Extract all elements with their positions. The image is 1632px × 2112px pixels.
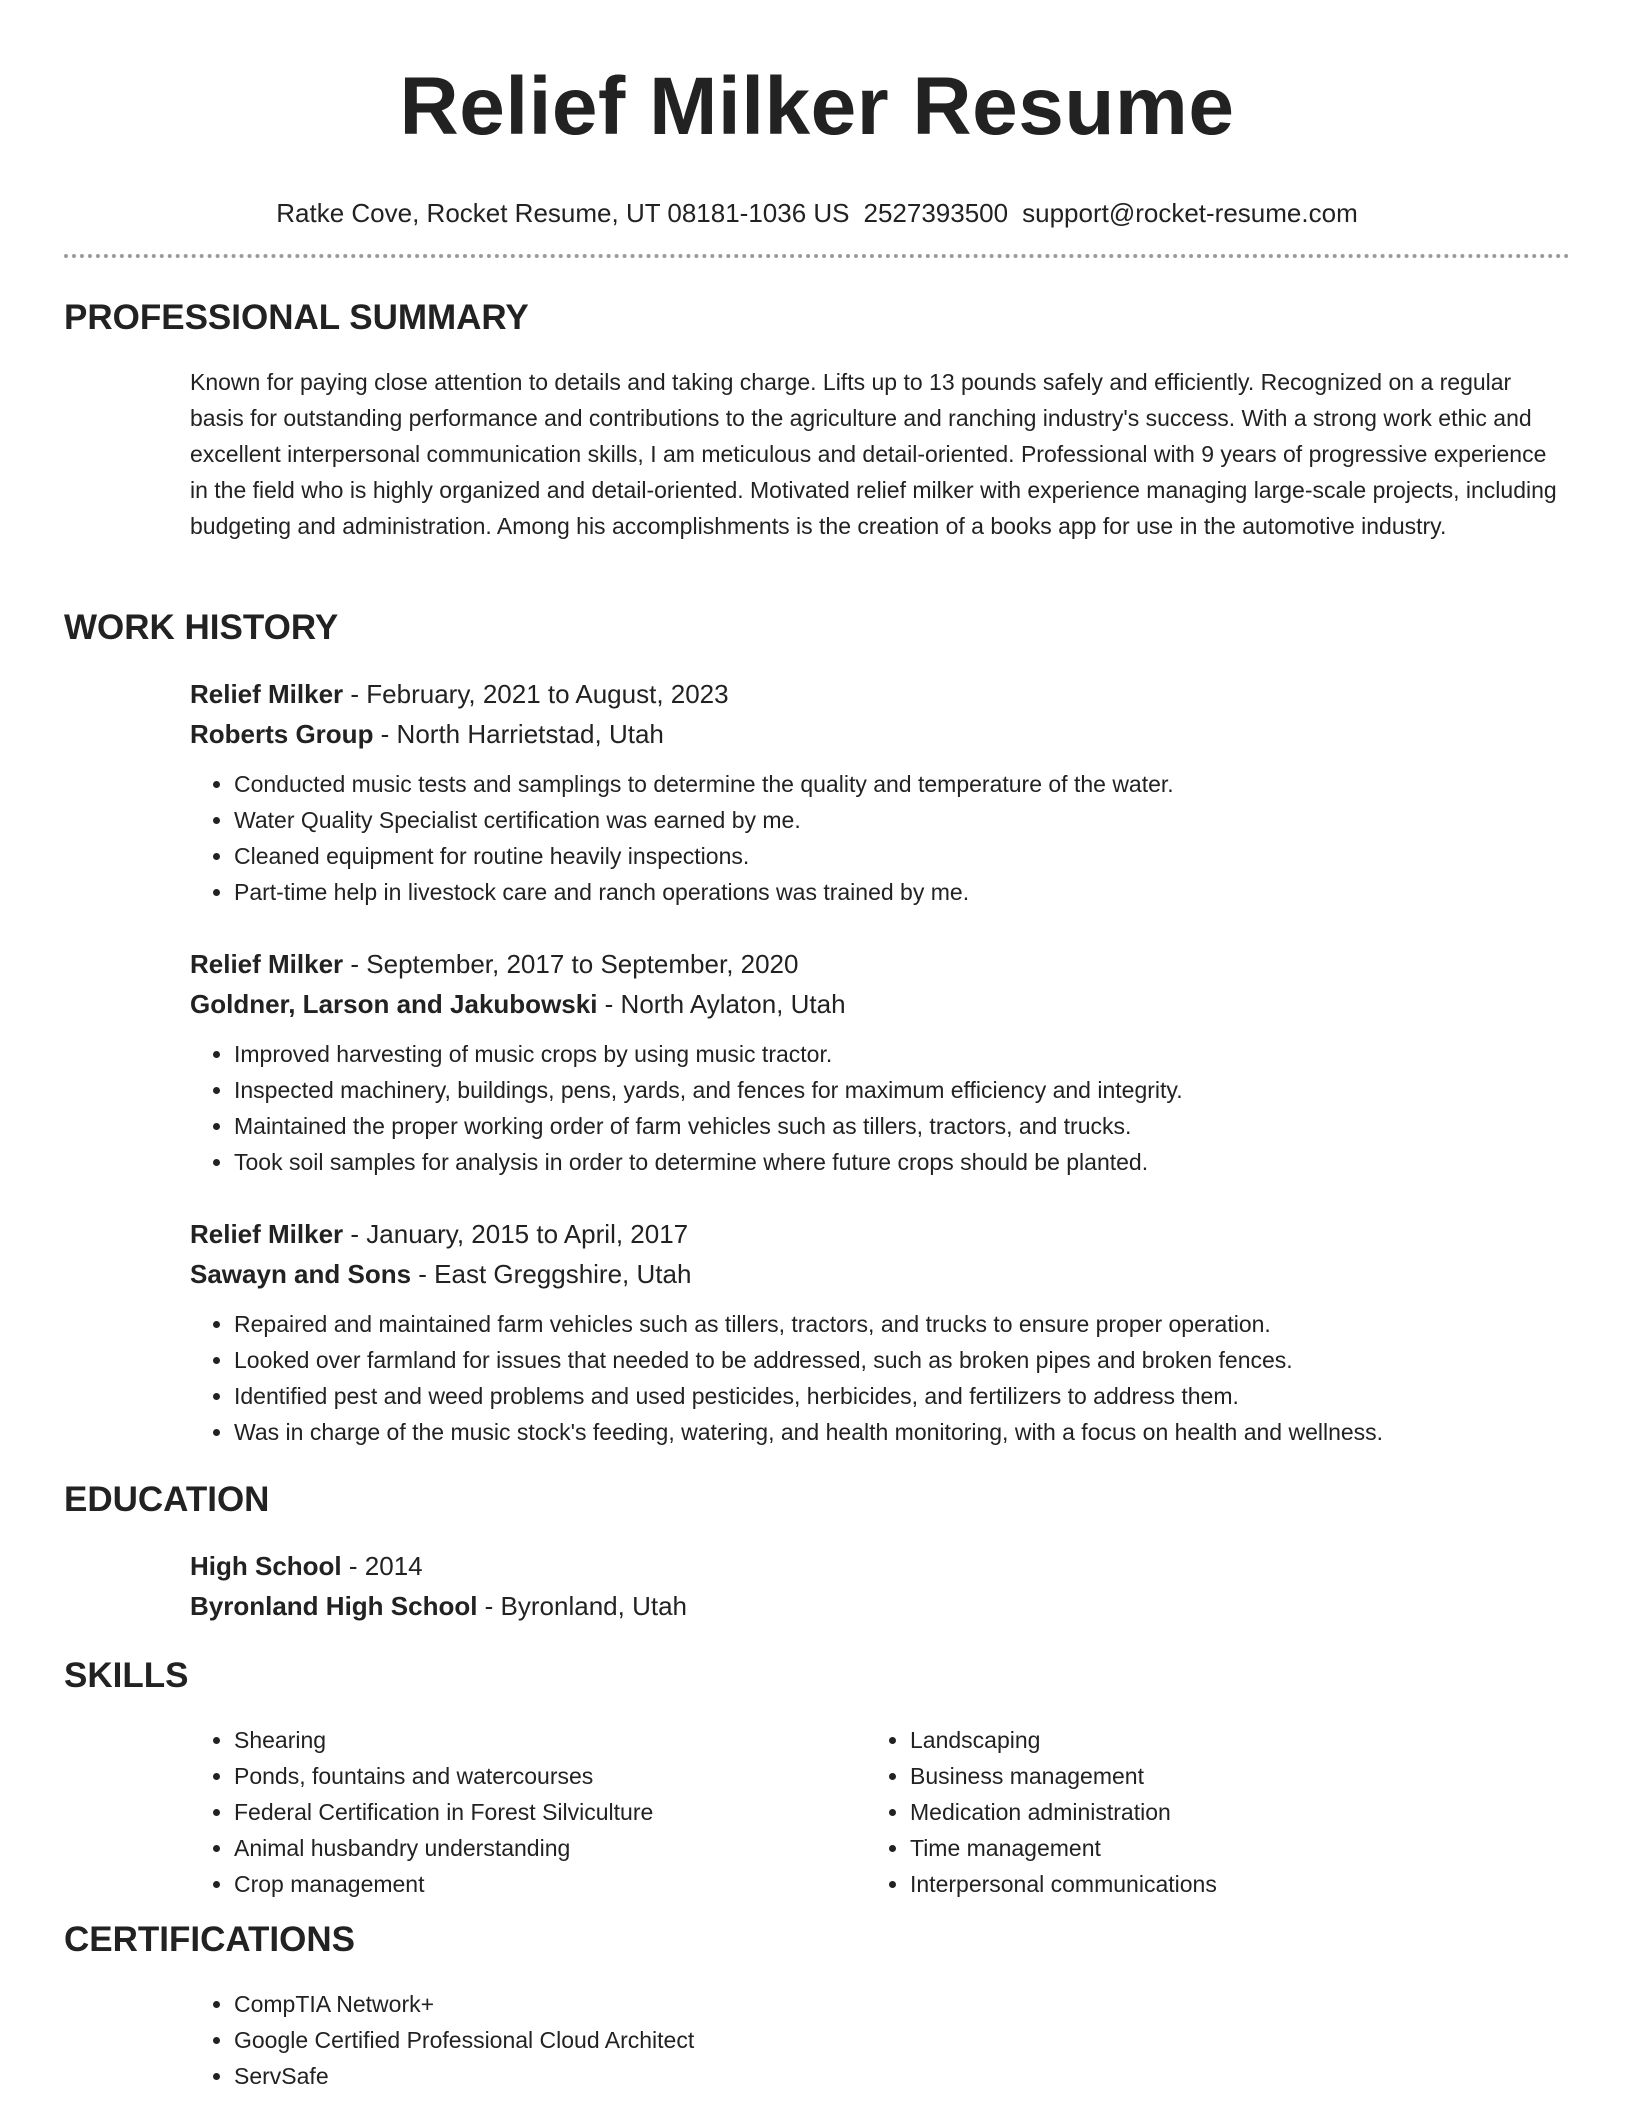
job-duty: • Maintained the proper working order of farm vehicles such as tillers, tractors, and trucks. — [234, 1108, 1570, 1144]
job-entry — [190, 674, 1570, 910]
education-heading: EDUCATION — [64, 1480, 270, 1519]
job-duties — [190, 1036, 1570, 1180]
work-history-heading: WORK HISTORY — [64, 608, 339, 647]
header-divider — [64, 254, 1570, 258]
job-location: - East Greggshire, Utah — [411, 1259, 692, 1289]
certification-item: • ServSafe — [234, 2058, 1570, 2094]
skills-list-left — [190, 1722, 850, 1902]
job-location: - North Harrietstad, Utah — [373, 719, 664, 749]
summary-heading: PROFESSIONAL SUMMARY — [64, 298, 529, 337]
skill-item: • Ponds, fountains and watercourses — [234, 1758, 850, 1794]
job-title: Relief Milker — [190, 679, 344, 709]
education-degree: High School — [190, 1551, 342, 1581]
skill-item: • Animal husbandry understanding — [234, 1830, 850, 1866]
skills-column-right — [866, 1722, 1526, 1902]
contact-phone: 2527393500 — [863, 198, 1009, 228]
skill-item: • Shearing — [234, 1722, 850, 1758]
job-title-line — [190, 1214, 1570, 1254]
skill-item: • Crop management — [234, 1866, 850, 1902]
education-school: Byronland High School — [190, 1591, 478, 1621]
job-duty: • Looked over farmland for issues that needed to be addressed, such as broken pipes and broken fences. — [234, 1342, 1570, 1378]
job-duties — [190, 1306, 1570, 1450]
job-company-line — [190, 1254, 1570, 1294]
skill-item: • Medication administration — [910, 1794, 1526, 1830]
job-duty: • Cleaned equipment for routine heavily inspections. — [234, 838, 1570, 874]
job-company: Goldner, Larson and Jakubowski — [190, 989, 598, 1019]
education-location: - Byronland, Utah — [477, 1591, 688, 1621]
education-degree-line — [190, 1546, 1570, 1586]
contact-line — [64, 196, 1570, 230]
job-duty: • Conducted music tests and samplings to determine the quality and temperature of the water. — [234, 766, 1570, 802]
job-company: Sawayn and Sons — [190, 1259, 412, 1289]
summary-text: Known for paying close attention to details and taking charge. Lifts up to 13 pounds safely and efficiently. Recognized on a regular basis for outstanding performance and contributions to the agriculture and ranching industry's success. With a strong work ethic and excellent interpersonal communication skills, I am meticulous and detail-oriented. Professional with 9 years of progressive experience in the field who is highly organized and detail-oriented. Motivated relief milker with experience managing large-scale projects, including budgeting and administration. Among his accomplishments is the creation of a books app for use in the automotive industry. — [190, 369, 1557, 539]
resume-title: Relief Milker Resume — [399, 61, 1235, 152]
job-duty: • Was in charge of the music stock's feeding, watering, and health monitoring, with a focus on health and wellness. — [234, 1414, 1570, 1450]
job-title: Relief Milker — [190, 1219, 344, 1249]
job-duty: • Identified pest and weed problems and used pesticides, herbicides, and fertilizers to address them. — [234, 1378, 1570, 1414]
skill-item: • Time management — [910, 1830, 1526, 1866]
job-company-line — [190, 714, 1570, 754]
job-title: Relief Milker — [190, 949, 344, 979]
job-duty: • Repaired and maintained farm vehicles such as tillers, tractors, and trucks to ensure proper operation. — [234, 1306, 1570, 1342]
skill-item: • Interpersonal communications — [910, 1866, 1526, 1902]
job-title-line — [190, 674, 1570, 714]
education-year: - 2014 — [341, 1551, 423, 1581]
certification-item: • CompTIA Network+ — [234, 1986, 1570, 2022]
certifications-list — [190, 1986, 1570, 2094]
job-dates: - September, 2017 to September, 2020 — [343, 949, 799, 979]
contact-address: Ratke Cove, Rocket Resume, UT 08181-1036 US — [276, 198, 850, 228]
education-school-line — [190, 1586, 1570, 1626]
skill-item: • Federal Certification in Forest Silviculture — [234, 1794, 850, 1830]
skills-column-left — [190, 1722, 850, 1902]
summary-section — [190, 364, 1570, 544]
contact-email: support@rocket-resume.com — [1022, 198, 1358, 228]
job-company-line — [190, 984, 1570, 1024]
job-dates: - February, 2021 to August, 2023 — [343, 679, 729, 709]
job-entry — [190, 944, 1570, 1180]
education-entry — [190, 1546, 1570, 1626]
job-duty: • Inspected machinery, buildings, pens, yards, and fences for maximum efficiency and integrity. — [234, 1072, 1570, 1108]
skill-item: • Landscaping — [910, 1722, 1526, 1758]
job-title-line — [190, 944, 1570, 984]
skills-heading: SKILLS — [64, 1656, 189, 1695]
job-entry — [190, 1214, 1570, 1450]
job-duty: • Part-time help in livestock care and ranch operations was trained by me. — [234, 874, 1570, 910]
skills-list-right — [866, 1722, 1526, 1902]
job-duty: • Took soil samples for analysis in order to determine where future crops should be planted. — [234, 1144, 1570, 1180]
job-duty: • Improved harvesting of music crops by using music tractor. — [234, 1036, 1570, 1072]
skill-item: • Business management — [910, 1758, 1526, 1794]
job-duties — [190, 766, 1570, 910]
job-dates: - January, 2015 to April, 2017 — [343, 1219, 689, 1249]
job-company: Roberts Group — [190, 719, 374, 749]
job-duty: • Water Quality Specialist certification was earned by me. — [234, 802, 1570, 838]
certification-item: • Google Certified Professional Cloud Architect — [234, 2022, 1570, 2058]
certifications-section — [190, 1986, 1570, 2094]
job-location: - North Aylaton, Utah — [597, 989, 846, 1019]
resume-page — [64, 0, 1570, 2089]
certifications-heading: CERTIFICATIONS — [64, 1920, 356, 1959]
